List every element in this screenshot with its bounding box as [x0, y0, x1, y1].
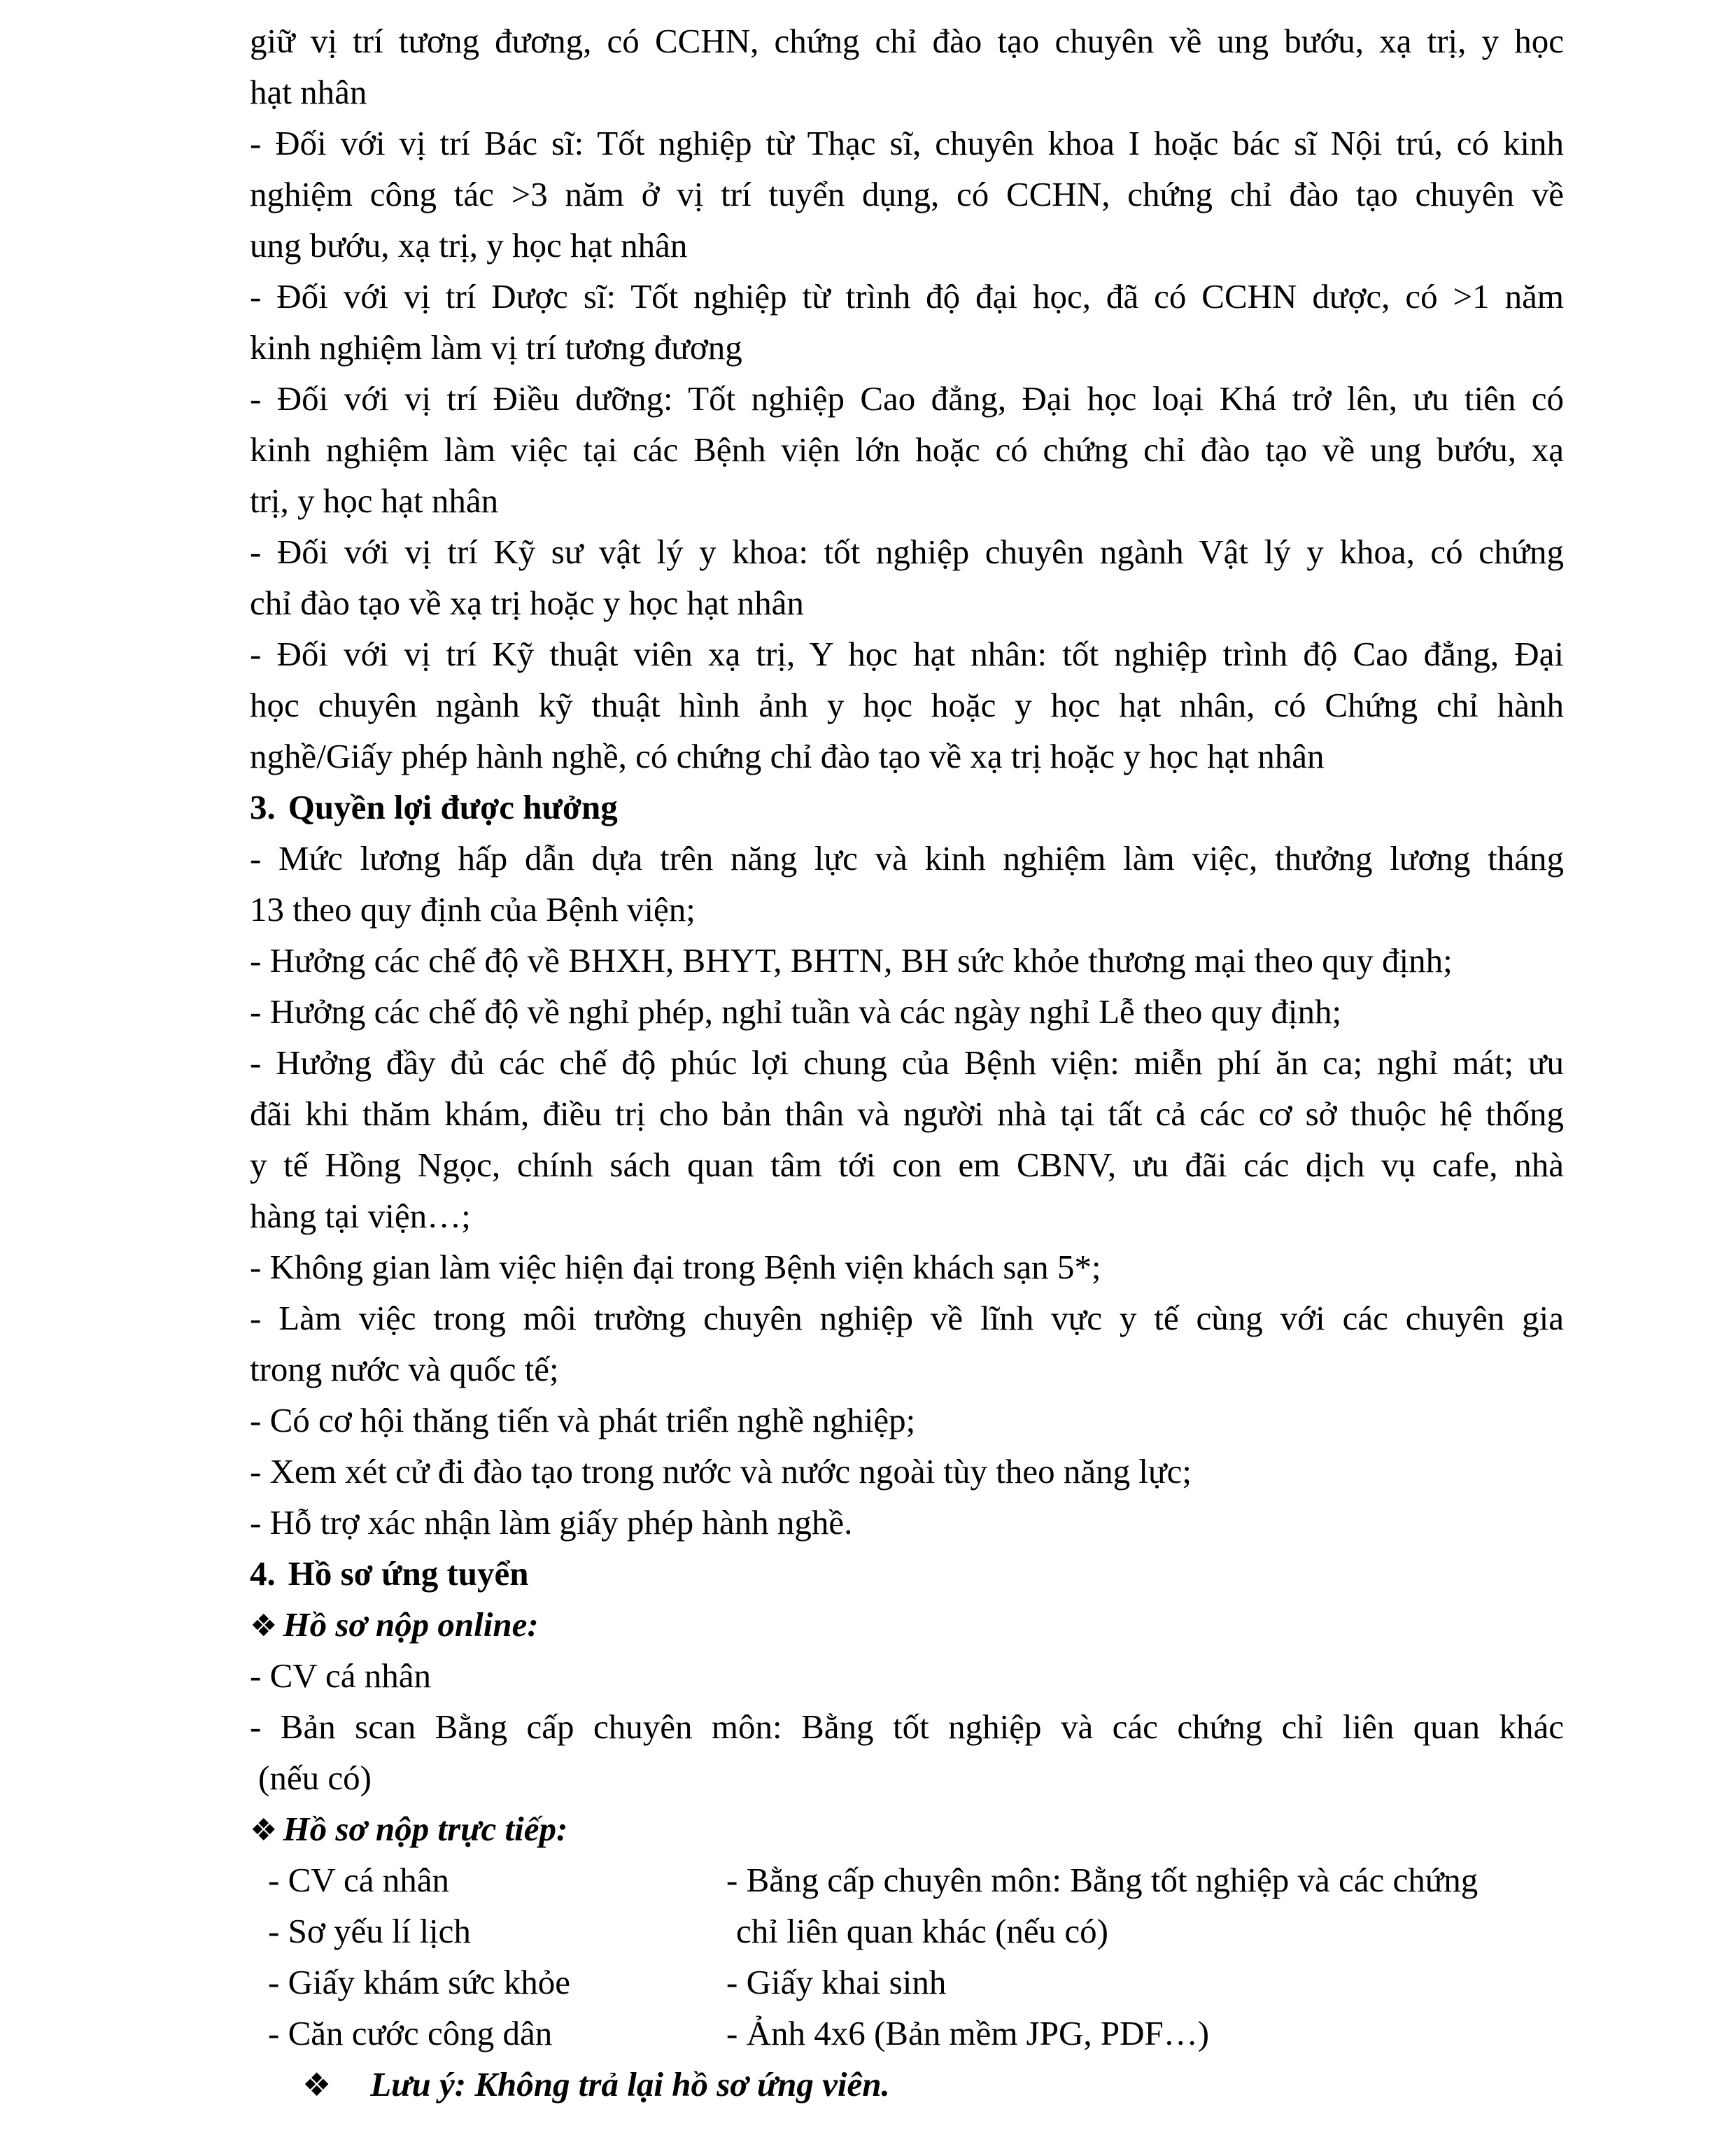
text-line: - Hưởng đầy đủ các chế độ phúc lợi chung của Bệnh viện: miễn phí ăn ca; nghỉ mát; ưu: [250, 1043, 1564, 1082]
text-line: - Đối với vị trí Dược sĩ: Tốt nghiệp từ trình độ đại học, đã có CCHN dược, có >1 năm: [250, 277, 1564, 316]
right-column-item: - Giấy khai sinh: [726, 1963, 947, 2001]
text-line: đãi khi thăm khám, điều trị cho bản thân và người nhà tại tất cả các cơ sở thuộc hệ thống: [250, 1094, 1564, 1133]
text-line: học chuyên ngành kỹ thuật hình ảnh y học hoặc y học hạt nhân, có Chứng chỉ hành: [250, 686, 1564, 724]
section-number: 4.: [250, 1554, 276, 1593]
two-column-row: [250, 1957, 1564, 2008]
left-column-item: - CV cá nhân: [268, 1861, 449, 1899]
left-column-item: - Căn cước công dân: [268, 2014, 553, 2052]
two-column-row: [250, 2008, 1564, 2059]
two-column-row: [250, 1854, 1564, 1905]
text-line: - Mức lương hấp dẫn dựa trên năng lực và kinh nghiệm làm việc, thưởng lương tháng: [250, 839, 1564, 878]
text-line: - Hưởng các chế độ về BHXH, BHYT, BHTN, BH sức khỏe thương mại theo quy định;: [250, 941, 1453, 980]
section-number: 3.: [250, 788, 276, 826]
text-line: - Đối với vị trí Điều dưỡng: Tốt nghiệp Cao đẳng, Đại học loại Khá trở lên, ưu tiên có: [250, 379, 1564, 418]
section-title: Quyền lợi được hưởng: [288, 788, 618, 826]
document-content: [250, 15, 1564, 2110]
text-line: nghề/Giấy phép hành nghề, có chứng chỉ đào tạo về xạ trị hoặc y học hạt nhân: [250, 737, 1325, 775]
text-line: - Đối với vị trí Kỹ thuật viên xạ trị, Y học hạt nhân: tốt nghiệp trình độ Cao đẳng, Đại: [250, 635, 1564, 673]
text-line: 13 theo quy định của Bệnh viện;: [250, 890, 696, 929]
diamond-bullet-icon: ❖: [250, 1812, 278, 1848]
text-line: - Không gian làm việc hiện đại trong Bệnh viện khách sạn 5*;: [250, 1248, 1101, 1286]
diamond-bullet-icon: ❖: [250, 1608, 278, 1644]
right-column-item: - Ảnh 4x6 (Bản mềm JPG, PDF…): [726, 2014, 1210, 2052]
text-line: kinh nghiệm làm vị trí tương đương: [250, 328, 742, 367]
left-column-item: - Giấy khám sức khỏe: [268, 1963, 571, 2001]
section-heading: [250, 1548, 1564, 1599]
text-line: - Bản scan Bằng cấp chuyên môn: Bằng tốt nghiệp và các chứng chỉ liên quan khác: [250, 1707, 1564, 1746]
text-line: y tế Hồng Ngọc, chính sách quan tâm tới con em CBNV, ưu đãi các dịch vụ cafe, nhà: [250, 1146, 1564, 1184]
text-line: - Làm việc trong môi trường chuyên nghiệp về lĩnh vực y tế cùng với các chuyên gia: [250, 1299, 1564, 1337]
text-line: trị, y học hạt nhân: [250, 481, 499, 520]
text-line: - Đối với vị trí Kỹ sư vật lý y khoa: tốt nghiệp chuyên ngành Vật lý y khoa, có chứng: [250, 533, 1564, 571]
text-line: - Có cơ hội thăng tiến và phát triển nghề nghiệp;: [250, 1401, 916, 1439]
right-column-item: chỉ liên quan khác (nếu có): [736, 1912, 1108, 1950]
text-line: hạt nhân: [250, 73, 367, 111]
two-column-row: [250, 1905, 1564, 1957]
text-line: - Đối với vị trí Bác sĩ: Tốt nghiệp từ Thạc sĩ, chuyên khoa I hoặc bác sĩ Nội trú, có kinh: [250, 124, 1564, 162]
text-line: hàng tại viện…;: [250, 1197, 471, 1235]
text-line: - CV cá nhân: [250, 1656, 431, 1695]
list-subheading: [250, 1599, 1564, 1650]
text-line: chỉ đào tạo về xạ trị hoặc y học hạt nhân: [250, 584, 804, 622]
diamond-bullet-icon: ❖: [302, 2066, 332, 2104]
text-line: (nếu có): [258, 1759, 372, 1797]
text-line: giữ vị trí tương đương, có CCHN, chứng chỉ đào tạo chuyên về ung bướu, xạ trị, y học: [250, 22, 1564, 60]
text-line: trong nước và quốc tế;: [250, 1350, 559, 1388]
text-line: - Hỗ trợ xác nhận làm giấy phép hành nghề.: [250, 1503, 853, 1542]
left-column-item: - Sơ yếu lí lịch: [268, 1912, 471, 1950]
text-line: ung bướu, xạ trị, y học hạt nhân: [250, 226, 688, 265]
section-title: Hồ sơ ứng tuyển: [288, 1554, 529, 1593]
section-heading: [250, 782, 1564, 833]
text-line: - Hưởng các chế độ về nghỉ phép, nghỉ tuần và các ngày nghỉ Lễ theo quy định;: [250, 992, 1342, 1031]
subheading-title: Hồ sơ nộp online:: [283, 1605, 539, 1644]
text-line: - Xem xét cử đi đào tạo trong nước và nước ngoài tùy theo năng lực;: [250, 1452, 1192, 1491]
note-text: Lưu ý: Không trả lại hồ sơ ứng viên.: [370, 2065, 890, 2104]
text-line: kinh nghiệm làm việc tại các Bệnh viện lớn hoặc có chứng chỉ đào tạo về ung bướu, xạ: [250, 430, 1564, 469]
list-subheading: [250, 1803, 1564, 1854]
note-line: [250, 2059, 1564, 2110]
right-column-item: - Bằng cấp chuyên môn: Bằng tốt nghiệp và các chứng: [726, 1861, 1479, 1899]
subheading-title: Hồ sơ nộp trực tiếp:: [283, 1810, 568, 1848]
text-line: nghiệm công tác >3 năm ở vị trí tuyển dụng, có CCHN, chứng chỉ đào tạo chuyên về: [250, 175, 1564, 213]
